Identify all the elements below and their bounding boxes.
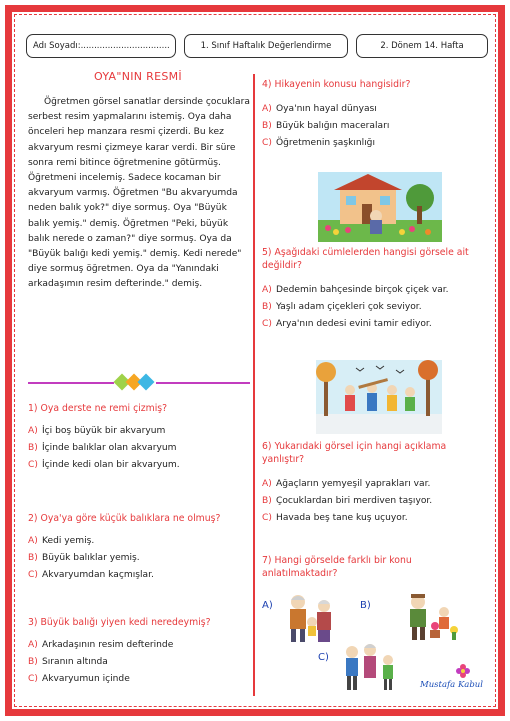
question-text: 7) Hangi görselde farklı bir konu anlatılmaktadır?: [262, 555, 412, 579]
option-c[interactable]: C) Öğretmenin şaşkınlığı: [262, 138, 375, 148]
student-name-field[interactable]: Adı Soyadı:.................................: [26, 34, 176, 58]
author-signature: Mustafa Kabul: [420, 680, 483, 690]
option-a[interactable]: A) Oya'nın hayal dünyası: [262, 104, 377, 114]
garden-illustration: [318, 172, 442, 242]
question-2: [28, 512, 250, 582]
image-option-a-label[interactable]: A): [262, 600, 273, 611]
option-a[interactable]: A) Kedi yemiş.: [28, 536, 95, 546]
question-5: [262, 246, 488, 331]
term-week-label: 2. Dönem 14. Hafta: [356, 34, 488, 58]
question-text: 5) Aşağıdaki cümlelerden hangisi görsele ait değildir?: [262, 247, 469, 271]
option-b[interactable]: B) Büyük balığın maceraları: [262, 121, 390, 131]
question-3: [28, 616, 250, 686]
flower-icon: [456, 664, 470, 678]
column-divider: [253, 74, 255, 696]
option-a[interactable]: A) İçi boş büyük bir akvaryum: [28, 426, 166, 436]
option-b[interactable]: B) Yaşlı adam çiçekleri çok seviyor.: [262, 302, 422, 312]
question-text: 4) Hikayenin konusu hangisidir?: [262, 79, 411, 90]
option-a[interactable]: A) Ağaçların yemyeşil yaprakları var.: [262, 479, 431, 489]
family-illustration[interactable]: [338, 640, 402, 692]
question-7: [262, 554, 488, 580]
option-b[interactable]: B) İçinde balıklar olan akvaryum: [28, 443, 177, 453]
image-option-c-label[interactable]: C): [318, 652, 329, 663]
option-b[interactable]: B) Sıranın altında: [28, 657, 108, 667]
question-text: 2) Oya'ya göre küçük balıklara ne olmuş?: [28, 513, 221, 524]
option-b[interactable]: B) Büyük balıklar yemiş.: [28, 553, 140, 563]
question-text: 3) Büyük balığı yiyen kedi neredeymiş?: [28, 617, 211, 628]
option-a[interactable]: A) Dedemin bahçesinde birçok çiçek var.: [262, 285, 449, 295]
worksheet-header: [26, 34, 488, 58]
option-c[interactable]: C) İçinde kedi olan bir akvaryum.: [28, 460, 180, 470]
gardening-illustration[interactable]: [400, 590, 464, 642]
section-ornament: [28, 374, 250, 392]
question-1: [28, 402, 250, 472]
image-option-b-label[interactable]: B): [360, 600, 371, 611]
worksheet-title: 1. Sınıf Haftalık Değerlendirme: [184, 34, 348, 58]
question-text: 6) Yukarıdaki görsel için hangi açıklama yanlıştır?: [262, 441, 447, 465]
story-title: OYA"NIN RESMİ: [94, 70, 182, 83]
story-text: [28, 95, 250, 293]
option-a[interactable]: A) Arkadaşının resim defterinde: [28, 640, 174, 650]
question-4: [262, 78, 488, 150]
option-c[interactable]: C) Arya'nın dedesi evini tamir ediyor.: [262, 319, 432, 329]
children-walking-illustration: [316, 360, 442, 434]
story-paragraph: Öğretmen görsel sanatlar dersinde çocuklara serbest resim yapmalarını istemiş. Oya daha önceleri hep manzara resmi çizerdi. Bu kez akvaryum resmi çizmeye karar verdi. Bir süre sonra remi bitince öğretmenine götürmüş. Öğretmeni incelemiş. Sadece kocaman bir akvaryum varmış. Öğretmen "Bu akvaryumda neden balık yok?" diye sormuş. Oya "Büyük balık yemiş." demiş. Öğretmen "Peki, büyük balık nerede o zaman?" diye sormuş. Oya da "Büyük balığı kedi yemiş." demiş. Kedi nerede" diye sormuş öğretmen. Oya da "Yanındaki arkadaşımın resim defterinde." demiş.: [28, 97, 250, 290]
grandparents-illustration[interactable]: [280, 592, 344, 644]
option-c[interactable]: C) Akvaryumdan kaçmışlar.: [28, 570, 154, 580]
option-c[interactable]: C) Havada beş tane kuş uçuyor.: [262, 513, 408, 523]
question-6: [262, 440, 488, 525]
option-c[interactable]: C) Akvaryumun içinde: [28, 674, 130, 684]
question-text: 1) Oya derste ne remi çizmiş?: [28, 403, 168, 414]
option-b[interactable]: B) Çocuklardan biri merdiven taşıyor.: [262, 496, 433, 506]
